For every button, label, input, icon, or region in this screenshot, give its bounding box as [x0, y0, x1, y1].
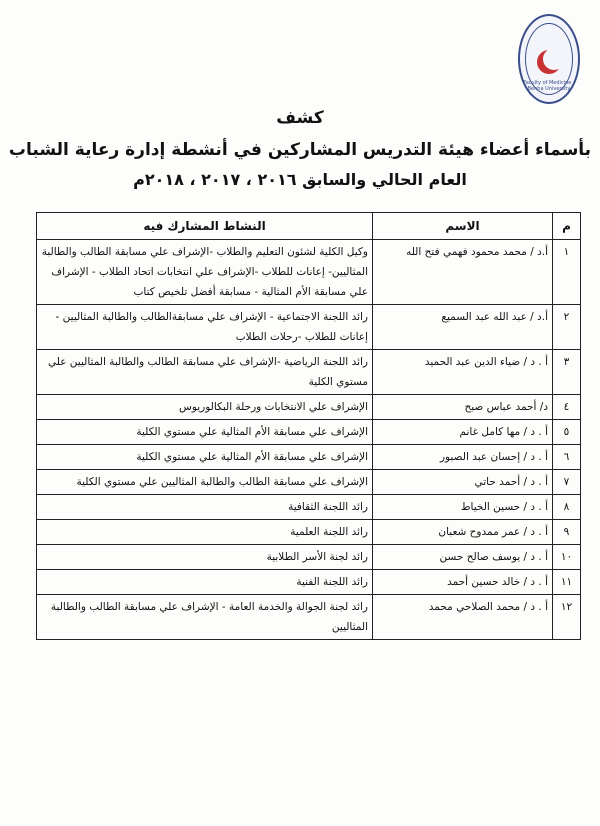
crescent-icon: [537, 50, 561, 74]
row-activity: وكيل الكلية لشئون التعليم والطلاب -الإشراف علي مسابقة الطالب والطالبة المثاليين- إعانات للطلاب -الإشراف علي انتخابات اتحاد الطلاب - الإشراف علي مسابقة الأم المثالية - مسابقة أفضل تلخيص كتاب: [37, 240, 373, 305]
document-subtitle: بأسماء أعضاء هيئة التدريس المشاركين في أنشطة إدارة رعاية الشباب: [8, 140, 592, 160]
row-name: أ . د / مها كامل غانم: [373, 420, 553, 445]
table-row: [37, 305, 581, 350]
table-row: [37, 595, 581, 640]
table-row: [37, 395, 581, 420]
row-name: أ . د / أحمد حاتي: [373, 470, 553, 495]
row-number: ٧: [553, 470, 581, 495]
header-number: م: [553, 213, 581, 240]
row-name: أ . د / عمر ممدوح شعبان: [373, 520, 553, 545]
row-name: أ . د / يوسف صالح حسن: [373, 545, 553, 570]
seal-text: Faculty of Medicine - Benha University: [523, 80, 575, 92]
row-name: د/ أحمد عباس صبح: [373, 395, 553, 420]
table-row: [37, 545, 581, 570]
row-name: أ . د / إحسان عبد الصبور: [373, 445, 553, 470]
row-name: أ . د / محمد الصلاحي محمد: [373, 595, 553, 640]
row-activity: رائد لجنة الأسر الطلابية: [37, 545, 373, 570]
row-number: ٦: [553, 445, 581, 470]
header-activity: النشاط المشارك فيه: [37, 213, 373, 240]
row-name: أ . د / ضياء الدين عبد الحميد: [373, 350, 553, 395]
row-number: ٥: [553, 420, 581, 445]
document-period: العام الحالي والسابق ٢٠١٦ ، ٢٠١٧ ، ٢٠١٨م: [133, 170, 467, 189]
row-number: ١: [553, 240, 581, 305]
row-activity: رائد لجنة الجوالة والخدمة العامة - الإشراف علي مسابقة الطالب والطالبة المثاليين: [37, 595, 373, 640]
row-name: أ . د / خالد حسين أحمد: [373, 570, 553, 595]
row-activity: رائد اللجنة الاجتماعية - الإشراف علي مسابقةالطالب والطالبة المثاليين - إعانات للطلاب -رحلات الطلاب: [37, 305, 373, 350]
row-number: ٨: [553, 495, 581, 520]
table-row: [37, 240, 581, 305]
row-number: ٩: [553, 520, 581, 545]
table-row: [37, 570, 581, 595]
document-title: كشف: [276, 108, 324, 128]
table-row: [37, 420, 581, 445]
table-row: [37, 520, 581, 545]
row-name: أ.د / محمد محمود فهمي فتح الله: [373, 240, 553, 305]
table-row: [37, 445, 581, 470]
row-activity: رائد اللجنة العلمية: [37, 520, 373, 545]
row-number: ٤: [553, 395, 581, 420]
participants-table: [36, 212, 581, 640]
table-header-row: [37, 213, 581, 240]
table-row: [37, 350, 581, 395]
header-name: الاسم: [373, 213, 553, 240]
row-name: أ . د / حسين الخياط: [373, 495, 553, 520]
row-activity: رائد اللجنة الرياضية -الإشراف علي مسابقة الطالب والطالبة المثاليين علي مستوي الكلية: [37, 350, 373, 395]
row-activity: رائد اللجنة الفنية: [37, 570, 373, 595]
row-name: أ.د / عبد الله عبد السميع: [373, 305, 553, 350]
row-activity: الإشراف علي الانتخابات ورحلة البكالوريوس: [37, 395, 373, 420]
row-number: ٣: [553, 350, 581, 395]
row-number: ١٢: [553, 595, 581, 640]
row-activity: رائد اللجنة الثقافية: [37, 495, 373, 520]
row-activity: الإشراف علي مسابقة الأم المثالية علي مستوي الكلية: [37, 420, 373, 445]
row-activity: الإشراف علي مسابقة الأم المثالية علي مستوي الكلية: [37, 445, 373, 470]
row-number: ١٠: [553, 545, 581, 570]
row-number: ٢: [553, 305, 581, 350]
row-number: ١١: [553, 570, 581, 595]
row-activity: الإشراف علي مسابقة الطالب والطالبة المثاليين علي مستوي الكلية: [37, 470, 373, 495]
faculty-seal-logo: [518, 14, 580, 104]
table-row: [37, 495, 581, 520]
table-row: [37, 470, 581, 495]
